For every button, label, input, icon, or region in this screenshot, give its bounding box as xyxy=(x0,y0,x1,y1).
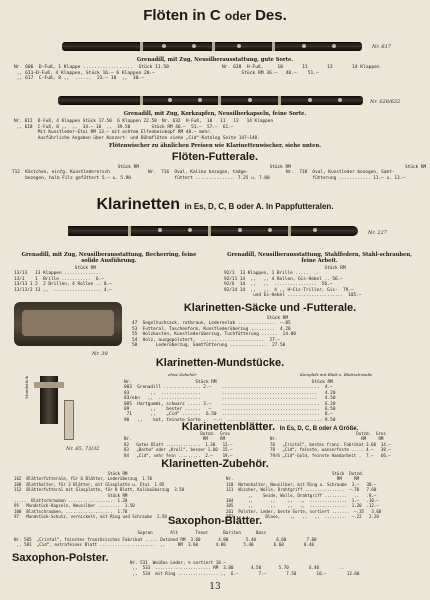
floeten-description-2: Grenadill, mit Zug, Korkzapfen, Neusilberkapseln, feine Sorte. xyxy=(123,111,307,117)
floeten-price-rows-1-right: Nr. 628 H-Fuß, 10 11 13 14 Klappen Stück RM 36.— 48.— 51.— xyxy=(222,65,380,76)
saecke-price-rows: Stück RM 47 Segeltuchsack, rotbraun, Lederenlab .............. —.85 53 Futteral, Taschenform, Kunstlederüberzug ......... 4.20 55 Holzkasten, Kunstlederüberzug, Tuchfütterung ...... 14.80 54 Holz, ausgepolstert, ........................ 27.— 58 Lederüberzug, Samtfütterung .............. 27.50 xyxy=(132,316,296,349)
mouthpiece-image xyxy=(40,376,58,424)
klarinetten-description-1: Grenadill, mit Zug, Neusilberausstattung, Becherring, feine solide Ausführung. xyxy=(21,252,197,264)
mundstuecke-title: Klarinetten-Mundstücke. xyxy=(155,357,285,369)
flute-image-628 xyxy=(58,96,363,105)
mundstuecke-side-label: Mundstück xyxy=(24,376,29,399)
blaetter-price-rows-right: Dutzd. Gros Nr. RM RM 70 „Cristal“, bestes franz. Fabrikat 3.60 34.— 78 „Cid“, feinste, wasserfeste ..... 4.— 38.— 79/6 „Cid“-Gold, feinste Handarbeit . 7.— 66.— xyxy=(270,431,391,458)
flute-image-617 xyxy=(62,42,362,51)
zubehoer-title: Klarinetten-Zubehör. xyxy=(161,458,269,470)
clarinet-image-227 xyxy=(68,226,358,236)
floeten-title-main: Flöten in xyxy=(143,7,206,24)
floetenwischer-note: Flötenwischer zu ähnlichen Preisen wie Klarinettenwischer, siehe unten. xyxy=(108,143,322,149)
floeten-futterale-col-3: Stück RM Nr. 718 Oval, Kunstleder bezogen, Samt- fütterung ............ 11.— u. 13.— xyxy=(286,165,427,181)
floeten-futterale-col-1: Stück RM 712 Kästchen, einfg. Kunstlederersch bezogen, halb Filz gefüttert 5.— u. 5.90 xyxy=(12,165,139,181)
mundstuecke-header-ohne: ohne Zubehör xyxy=(168,372,197,377)
figure-label-65: Nr. 65, 73/32 xyxy=(66,446,100,452)
figure-label-227: Nr. 227 xyxy=(368,230,387,236)
klarinetten-price-rows-right: Stück RM 92/1 13 Klappen, 1 Brille ..... .. 92/11 14 ,, ,, 4 Rollen, Gis-Hebel .. 56.— 92/6 14 ,, ,, ................ 56.— 92/14 14 ,, ,, 4 ,, H—Cis-Triller, Gis- 79.— und Es-Hebel ..................... 105.— xyxy=(224,266,362,299)
floeten-title-oder: oder xyxy=(224,9,251,23)
klarinetten-price-rows-left: Stück RM 13/13 13 Klappen .............. 13/1 1 Brille ........... 6.— 13/13 1 2 2 Brillen, 4 Rollen .. 8.— 13/13/2 13 ,, .................. 4.— xyxy=(14,266,112,293)
figure-label-617: Nr. 617 xyxy=(372,44,391,50)
zubehoer-price-rows-left: Stück RM 162 Blätterfutterale, für 6 Blätter, Lederüberzug 1.70 168 Blatthalter, für 3 Blätter, mit Glasplatte u. Etui 1.95 112 Blätterfutteral mit Glasplatte, für 8 Blatt, Kalikoüberzug 3.50 Stück RM ..... Blattschrauben .................. 1.20 95 Mundstück-Kapseln, Neusilber ......... 1.50 100 Blattschrauben, ................... 1.70 97 Mundstück-Schutz, vernickelt, mit Ring und Schraube 2.50 xyxy=(14,471,185,520)
floeten-price-rows-2: Nr. 612 D-Fuß, 4 Klappen Stück 17.50 6 Klappen 22.50 Nr. 632 H-Fuß, 10 11 13 14 Klappen ,, 618 C-Fuß, 8 ,, ,, 34.— 10 ,, 39.50 Stück RM 46.— 51.— 57.— 61.— Mit Kunstleder-Etui RM 13.— mit echtem Elfenbeinkopf RM 48.— mehr. Ausführliche Angaben über Konzert- und Böhmflöten siehe „Cid“-Katalog Seite 147—148. xyxy=(14,119,274,141)
floeten-title xyxy=(0,7,430,24)
klarinetten-description-2: Grenadill, Neusilberausstattung, Stahlfedern, Stahl-schrauben, feine Arbeit. xyxy=(227,252,412,264)
case-image xyxy=(14,302,122,346)
blaetter-price-rows-left: Dutzd. Gros Nr. RM RM 82 Gutes Blatt .............. 1.30 12.— 83 „Barbu“ oder „Kroll“, besser 1.60 15.— 84 „Cid“, sehr fein ......... 2.— 19.— xyxy=(124,431,233,458)
saxophon-blaetter-title: Saxophon-Blätter. xyxy=(167,515,263,527)
floeten-futterale-title: Flöten-Futterale. xyxy=(171,151,259,163)
floeten-price-rows-1-left: Nr. 606 D-Fuß, 1 Klappe .................. Stück 11.50 ,, 611—D-Fuß, 4 Klappen, Stück 16.— 6 Klappen 20.— ,, 617 C-Fuß, 8 ,, ...... 23.— 10 ,, 30.— xyxy=(14,65,169,82)
figure-label-38: Nr. 38 xyxy=(92,351,108,357)
klarinetten-title xyxy=(0,196,430,214)
page-number: 13 xyxy=(209,582,221,592)
blaetter-title-main: Klarinettenblätter. xyxy=(181,421,276,433)
klarinetten-title-main: Klarinetten xyxy=(96,196,181,213)
saxophon-blaetter-headers: Sopran Alt Tenor Bariton Bass xyxy=(14,530,267,535)
reed-image xyxy=(64,400,74,440)
floeten-description-1: Grenadill, mit Zug, Neusilberausstattung, gute Sorte. xyxy=(136,57,294,63)
mundstuecke-header-komplett: Komplett mit Blatt u. Blattschraube xyxy=(300,372,373,377)
figure-label-628: Nr. 628/632 xyxy=(370,99,401,105)
blaetter-title-rest: In Es, D, C, B oder A Größe. xyxy=(279,426,359,432)
floeten-title-des: Des. xyxy=(255,7,287,24)
floeten-title-c: C xyxy=(209,7,221,24)
saxophon-polster-rows: Nr. 531 Weißes Leder, % sortiert 18.— ,, 533 ...................... RM 3.80 4.50 5.70 6.40 .. ,, 534 mit Ring ................ ,, 6.— 7.— 7.50 10.— 12.60 xyxy=(130,560,360,576)
mundstuecke-price-rows: Nr. Stück RM Stück RM 083 Grenadill .............. 2.— ..................................... 4.— 83 ,, ............... .................................... 4.20 83/ebn ,, ................ .................................... 4.50 085 Hartgummi, schwarz ..... 3.— ..................................... 6.20 89 ,, bester ...... — ..................................... 6.50 71 ,, „Cid“ ....... 6.50 ..................................... 8.— 90 ,, kot, feinste Sorte .. —.— .................................... 9.50 xyxy=(124,380,336,423)
floeten-futterale-col-2: Stück RM Nr. 716 Oval, Kaliko bezogen, tadge- füttert ............... 7.25 u. 7.80 xyxy=(148,165,291,181)
saxophon-blaetter-rows: Nr. 565 „Cristal“, feinstes französisches Fabrikat ..... Dutzend RM 3.60 4.80 5.40 6.60 7.80 ,, 581 „Cid“, extrafeines Blatt ...................... ,, RM 3.60 4.80 5.40 6.60 8.40 xyxy=(14,537,317,548)
saxophon-polster-title: Saxophon-Polster. xyxy=(12,552,109,564)
zubehoer-price-rows-right: Stück Dutzd. Nr. RM RM 110 Notenhalter, Neusilber, mit Ring u. Schraube 3.— 30.— 111 Wischer, Wolle, Drahtgriff ................ —.70 7.60 ,, Seide, Wolle, Drahtgriff ......... .. .8.— 104 ,, ,, ,, ,, ............... 1.— .10.— 105 ,, ,, ,, ,, ............... 1.20 .12.— 201 Polster, Leder, beste Sorte, sortiert ....... —.35 3.60 202 ,, Blase, ,, ,, ,, ......... —.22 2.20 xyxy=(226,471,382,520)
klarinetten-title-rest: in Es, D, C, B oder A. In Pappfutteralen. xyxy=(184,202,334,211)
klarinetten-saecke-title: Klarinetten-Säcke und -Futterale. xyxy=(183,302,357,314)
